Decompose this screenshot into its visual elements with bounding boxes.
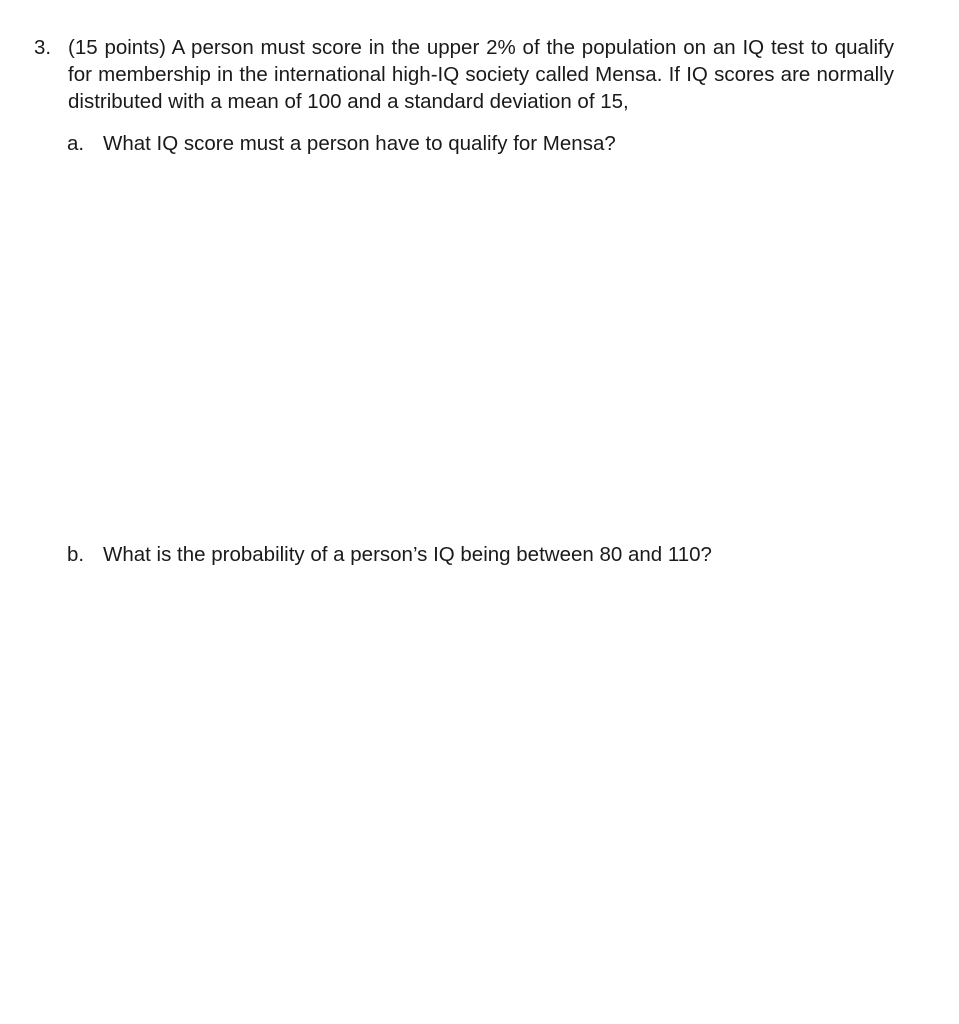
question-number: 3. — [34, 36, 52, 59]
part-a-label: a. — [67, 132, 85, 155]
part-a — [67, 130, 867, 157]
part-b-label: b. — [67, 543, 85, 566]
part-b — [67, 541, 867, 568]
part-a-text: What IQ score must a person have to qualify for Mensa? — [103, 132, 616, 155]
part-b-text: What is the probability of a person’s IQ being between 80 and 110? — [103, 543, 712, 566]
question-stem: (15 points) A person must score in the upper 2% of the population on an IQ test to qualify for membership in the international high-IQ society called Mensa. If IQ scores are normally distributed with a mean of 100 and a standard deviation of 15, — [68, 36, 894, 113]
